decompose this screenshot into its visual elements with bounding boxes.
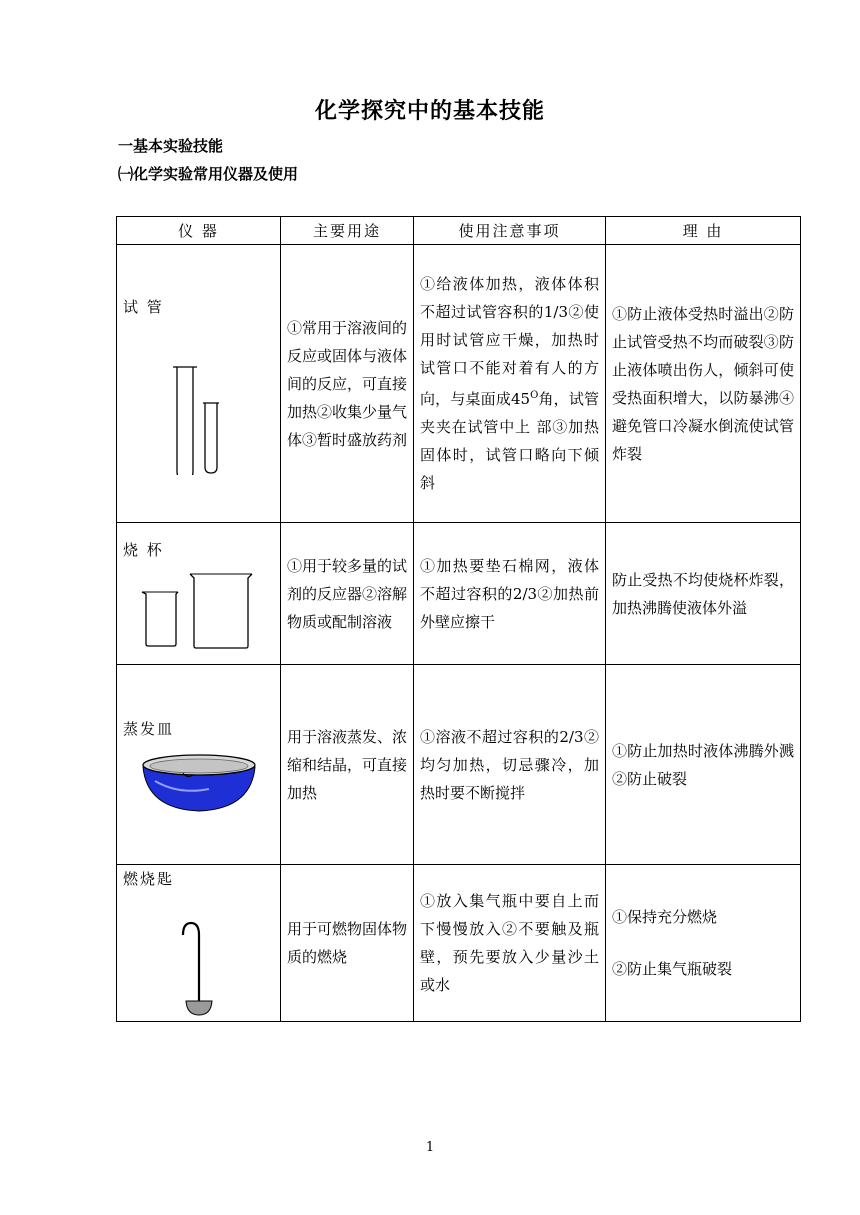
table-row bbox=[117, 245, 801, 523]
reason-cell: ①防止加热时液体沸腾外溅②防止破裂 bbox=[606, 665, 801, 865]
subsection-heading: ㈠化学实验常用仪器及使用 bbox=[118, 165, 299, 183]
instrument-name: 试 管 bbox=[123, 297, 164, 316]
reason-line: ①保持充分燃烧 bbox=[612, 908, 718, 926]
reason-cell: ①防止液体受热时溢出②防止试管受热不均而破裂③防止液体喷出伤人，倾斜可使受热面积增大，以防暴沸④避免管口冷凝水倒流使试管炸裂 bbox=[606, 245, 801, 523]
notes-cell: ①放入集气瓶中要自上而下慢慢放入②不要触及瓶壁，预先要放入少量沙土或水 bbox=[414, 865, 606, 1022]
instrument-name: 蒸发皿 bbox=[123, 719, 175, 738]
instrument-name: 燃烧匙 bbox=[123, 870, 175, 888]
degree-sup: O bbox=[530, 390, 539, 401]
test-tube-icon bbox=[159, 335, 239, 475]
header-notes: 使用注意事项 bbox=[414, 217, 606, 245]
evaporating-dish-icon bbox=[139, 745, 259, 815]
header-instrument: 仪 器 bbox=[117, 217, 281, 245]
section-heading: 一基本实验技能 bbox=[118, 137, 224, 155]
header-reason: 理 由 bbox=[606, 217, 801, 245]
table-row bbox=[117, 865, 801, 1022]
table-row bbox=[117, 665, 801, 865]
notes-cell: ①加热要垫石棉网，液体不超过容积的2/3②加热前外壁应擦干 bbox=[414, 523, 606, 665]
use-cell: 用于可燃物固体物质的燃烧 bbox=[281, 865, 414, 1022]
notes-cell bbox=[414, 245, 606, 523]
combustion-spoon-icon bbox=[159, 901, 239, 1021]
reason-line: ②防止集气瓶破裂 bbox=[612, 960, 733, 978]
notes-text-a: ①给液体加热，液体体积不超过试管容积的1/3②使用时试管应干燥，加热时试管口不能对着有人的方向，与桌面成45 bbox=[420, 275, 599, 408]
instrument-cell bbox=[117, 523, 281, 665]
instrument-cell bbox=[117, 665, 281, 865]
instrument-table bbox=[116, 216, 801, 1022]
notes-cell: ①溶液不超过容积的2/3②均匀加热，切忌骤冷，加热时要不断搅拌 bbox=[414, 665, 606, 865]
reason-cell bbox=[606, 865, 801, 1022]
header-use: 主要用途 bbox=[281, 217, 414, 245]
page-title: 化学探究中的基本技能 bbox=[314, 99, 545, 124]
instrument-name: 烧 杯 bbox=[123, 540, 164, 559]
table-row bbox=[117, 523, 801, 665]
use-cell: ①用于较多量的试剂的反应器②溶解物质或配制溶液 bbox=[281, 523, 414, 665]
instrument-cell bbox=[117, 245, 281, 523]
page-number: 1 bbox=[425, 1140, 435, 1155]
use-cell: ①常用于溶液间的反应或固体与液体间的反应，可直接加热②收集少量气体③暂时盛放药剂 bbox=[281, 245, 414, 523]
reason-cell: 防止受热不均使烧杯炸裂，加热沸腾使液体外溢 bbox=[606, 523, 801, 665]
instrument-cell bbox=[117, 865, 281, 1022]
beaker-icon bbox=[134, 568, 264, 652]
use-cell: 用于溶液蒸发、浓缩和结晶，可直接加热 bbox=[281, 665, 414, 865]
notes-text-b: 角，试管夹夹在试管中上 部③加热固体时，试管口略向下倾斜 bbox=[420, 390, 599, 492]
table-header-row bbox=[117, 217, 801, 245]
